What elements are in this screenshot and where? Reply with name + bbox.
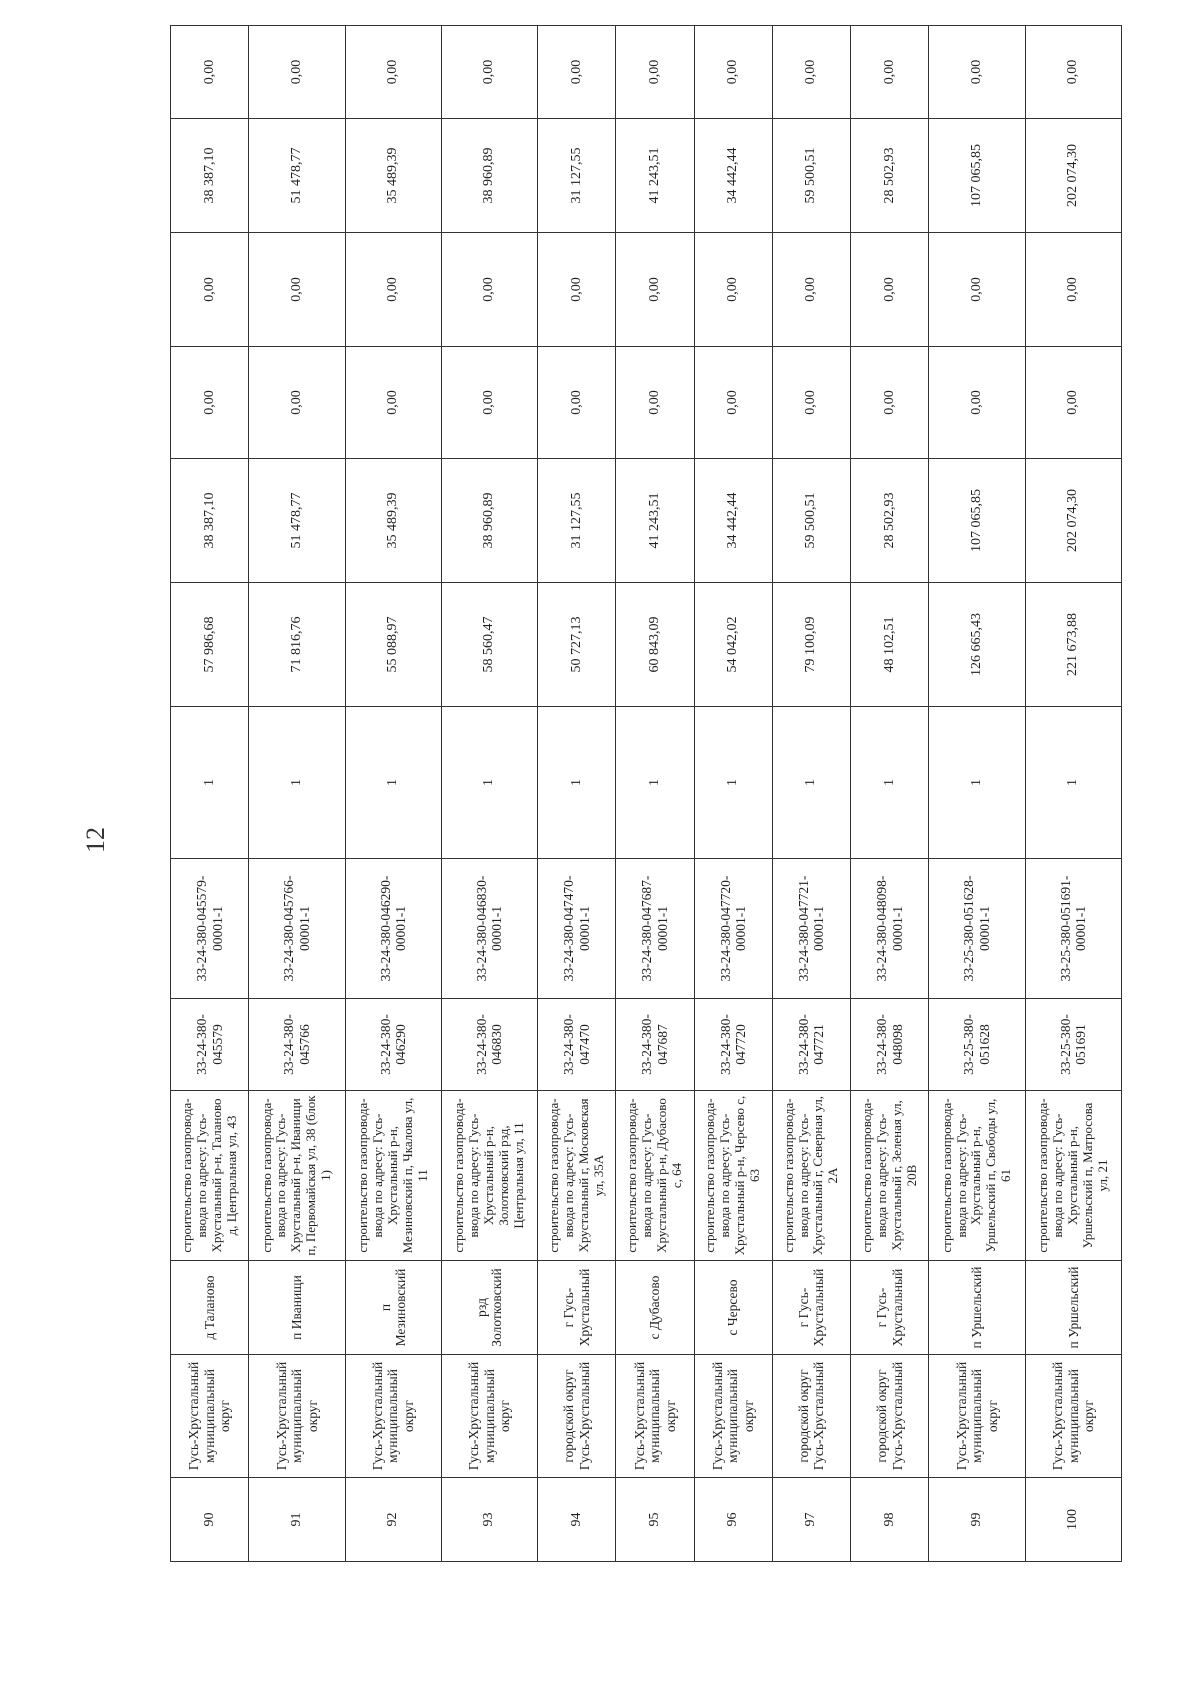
amount-cell: 0,00 xyxy=(772,26,850,119)
amount-cell: 0,00 xyxy=(616,26,694,119)
district-cell: Гусь-Хрустальный муниципальный округ xyxy=(616,1355,694,1478)
quantity-cell: 1 xyxy=(441,707,537,859)
total-cost-cell: 79 100,09 xyxy=(772,583,850,707)
amount-cell: 31 127,55 xyxy=(538,119,616,233)
quantity-cell: 1 xyxy=(171,707,249,859)
cadastral-code-cell: 33-24-380-046290 xyxy=(345,999,441,1091)
amount-cell: 38 960,89 xyxy=(441,119,537,233)
row-number: 98 xyxy=(851,1478,929,1562)
gas-pipeline-table xyxy=(170,25,1122,1562)
amount-cell: 0,00 xyxy=(929,233,1025,347)
locality-cell: рзд Золотковский xyxy=(441,1261,537,1355)
row-number: 91 xyxy=(249,1478,345,1562)
amount-cell: 107 065,85 xyxy=(929,459,1025,583)
quantity-cell: 1 xyxy=(1025,707,1121,859)
amount-cell: 0,00 xyxy=(616,233,694,347)
total-cost-cell: 50 727,13 xyxy=(538,583,616,707)
amount-cell: 0,00 xyxy=(1025,233,1121,347)
total-cost-cell: 60 843,09 xyxy=(616,583,694,707)
amount-cell: 28 502,93 xyxy=(851,119,929,233)
row-number: 94 xyxy=(538,1478,616,1562)
amount-cell: 0,00 xyxy=(851,233,929,347)
object-code-cell: 33-24-380-045579-00001-1 xyxy=(171,859,249,999)
amount-cell: 38 387,10 xyxy=(171,119,249,233)
cadastral-code-cell: 33-24-380-047720 xyxy=(694,999,772,1091)
table-row xyxy=(694,26,772,1562)
district-cell: городской округ Гусь-Хрустальный xyxy=(772,1355,850,1478)
table-row xyxy=(851,26,929,1562)
cadastral-code-cell: 33-25-380-051691 xyxy=(1025,999,1121,1091)
table-row xyxy=(538,26,616,1562)
row-number: 90 xyxy=(171,1478,249,1562)
amount-cell: 0,00 xyxy=(171,233,249,347)
amount-cell: 0,00 xyxy=(441,233,537,347)
description-cell: строительство газопровода-ввода по адресу: Гусь-Хрустальный р-н, Таланово д, Центральная ул, 43 xyxy=(171,1091,249,1261)
district-cell: Гусь-Хрустальный муниципальный округ xyxy=(694,1355,772,1478)
table-body xyxy=(171,26,1122,1562)
amount-cell: 0,00 xyxy=(538,233,616,347)
table-row xyxy=(345,26,441,1562)
total-cost-cell: 55 088,97 xyxy=(345,583,441,707)
amount-cell: 0,00 xyxy=(694,26,772,119)
amount-cell: 0,00 xyxy=(929,347,1025,459)
table-row xyxy=(249,26,345,1562)
table-row xyxy=(616,26,694,1562)
description-cell: строительство газопровода-ввода по адресу: Гусь-Хрустальный р-н, Мезиновский п, Чкалова ул, 11 xyxy=(345,1091,441,1261)
amount-cell: 31 127,55 xyxy=(538,459,616,583)
description-cell: строительство газопровода-ввода по адресу: Гусь-Хрустальный г, Московская ул, 35А xyxy=(538,1091,616,1261)
row-number: 97 xyxy=(772,1478,850,1562)
amount-cell: 34 442,44 xyxy=(694,119,772,233)
district-cell: городской округ Гусь-Хрустальный xyxy=(538,1355,616,1478)
quantity-cell: 1 xyxy=(538,707,616,859)
cadastral-code-cell: 33-24-380-046830 xyxy=(441,999,537,1091)
total-cost-cell: 58 560,47 xyxy=(441,583,537,707)
locality-cell: г Гусь-Хрустальный xyxy=(772,1261,850,1355)
object-code-cell: 33-24-380-045766-00001-1 xyxy=(249,859,345,999)
district-cell: Гусь-Хрустальный муниципальный округ xyxy=(441,1355,537,1478)
object-code-cell: 33-24-380-047721-00001-1 xyxy=(772,859,850,999)
amount-cell: 0,00 xyxy=(694,347,772,459)
amount-cell: 0,00 xyxy=(249,26,345,119)
amount-cell: 35 489,39 xyxy=(345,119,441,233)
amount-cell: 0,00 xyxy=(345,233,441,347)
amount-cell: 0,00 xyxy=(929,26,1025,119)
description-cell: строительство газопровода-ввода по адресу: Гусь-Хрустальный р-н, Уршельский п, Матросова ул, 21 xyxy=(1025,1091,1121,1261)
locality-cell: г Гусь-Хрустальный xyxy=(538,1261,616,1355)
locality-cell: п Иванищи xyxy=(249,1261,345,1355)
amount-cell: 0,00 xyxy=(851,26,929,119)
district-cell: Гусь-Хрустальный муниципальный округ xyxy=(1025,1355,1121,1478)
amount-cell: 0,00 xyxy=(772,233,850,347)
total-cost-cell: 57 986,68 xyxy=(171,583,249,707)
table-row xyxy=(929,26,1025,1562)
amount-cell: 0,00 xyxy=(538,347,616,459)
amount-cell: 28 502,93 xyxy=(851,459,929,583)
amount-cell: 0,00 xyxy=(1025,26,1121,119)
amount-cell: 202 074,30 xyxy=(1025,119,1121,233)
object-code-cell: 33-24-380-048098-00001-1 xyxy=(851,859,929,999)
total-cost-cell: 126 665,43 xyxy=(929,583,1025,707)
description-cell: строительство газопровода-ввода по адресу: Гусь-Хрустальный р-н, Черсево с, 63 xyxy=(694,1091,772,1261)
object-code-cell: 33-24-380-046290-00001-1 xyxy=(345,859,441,999)
cadastral-code-cell: 33-24-380-047687 xyxy=(616,999,694,1091)
amount-cell: 51 478,77 xyxy=(249,459,345,583)
amount-cell: 0,00 xyxy=(851,347,929,459)
quantity-cell: 1 xyxy=(249,707,345,859)
table-row xyxy=(1025,26,1121,1562)
locality-cell: д Таланово xyxy=(171,1261,249,1355)
row-number: 96 xyxy=(694,1478,772,1562)
quantity-cell: 1 xyxy=(851,707,929,859)
amount-cell: 202 074,30 xyxy=(1025,459,1121,583)
district-cell: Гусь-Хрустальный муниципальный округ xyxy=(249,1355,345,1478)
description-cell: строительство газопровода-ввода по адресу: Гусь-Хрустальный р-н, Золотковский рзд, Центральная ул, 11 xyxy=(441,1091,537,1261)
description-cell: строительство газопровода-ввода по адресу: Гусь-Хрустальный г, Зеленая ул, 20В xyxy=(851,1091,929,1261)
amount-cell: 51 478,77 xyxy=(249,119,345,233)
cadastral-code-cell: 33-24-380-045766 xyxy=(249,999,345,1091)
rotated-table-container xyxy=(170,59,1122,1562)
amount-cell: 107 065,85 xyxy=(929,119,1025,233)
object-code-cell: 33-24-380-046830-00001-1 xyxy=(441,859,537,999)
row-number: 93 xyxy=(441,1478,537,1562)
amount-cell: 41 243,51 xyxy=(616,459,694,583)
description-cell: строительство газопровода-ввода по адресу: Гусь-Хрустальный р-н, Дубасово с, 64 xyxy=(616,1091,694,1261)
amount-cell: 0,00 xyxy=(249,347,345,459)
district-cell: Гусь-Хрустальный муниципальный округ xyxy=(345,1355,441,1478)
amount-cell: 41 243,51 xyxy=(616,119,694,233)
object-code-cell: 33-24-380-047720-00001-1 xyxy=(694,859,772,999)
object-code-cell: 33-24-380-047687-00001-1 xyxy=(616,859,694,999)
amount-cell: 0,00 xyxy=(441,26,537,119)
quantity-cell: 1 xyxy=(694,707,772,859)
amount-cell: 59 500,51 xyxy=(772,459,850,583)
table-row xyxy=(772,26,850,1562)
locality-cell: п Уршельский xyxy=(929,1261,1025,1355)
description-cell: строительство газопровода-ввода по адресу: Гусь-Хрустальный г, Северная ул, 2А xyxy=(772,1091,850,1261)
amount-cell: 0,00 xyxy=(249,233,345,347)
description-cell: строительство газопровода-ввода по адресу: Гусь-Хрустальный р-н, Иванищи п, Первомайская ул, 38 (блок 1) xyxy=(249,1091,345,1261)
cadastral-code-cell: 33-24-380-045579 xyxy=(171,999,249,1091)
amount-cell: 0,00 xyxy=(171,347,249,459)
quantity-cell: 1 xyxy=(345,707,441,859)
district-cell: городской округ Гусь-Хрустальный xyxy=(851,1355,929,1478)
cadastral-code-cell: 33-24-380-047721 xyxy=(772,999,850,1091)
object-code-cell: 33-24-380-047470-00001-1 xyxy=(538,859,616,999)
row-number: 99 xyxy=(929,1478,1025,1562)
quantity-cell: 1 xyxy=(616,707,694,859)
amount-cell: 0,00 xyxy=(441,347,537,459)
cadastral-code-cell: 33-24-380-048098 xyxy=(851,999,929,1091)
amount-cell: 0,00 xyxy=(345,347,441,459)
row-number: 100 xyxy=(1025,1478,1121,1562)
amount-cell: 0,00 xyxy=(538,26,616,119)
total-cost-cell: 221 673,88 xyxy=(1025,583,1121,707)
total-cost-cell: 54 042,02 xyxy=(694,583,772,707)
locality-cell: с Дубасово xyxy=(616,1261,694,1355)
amount-cell: 0,00 xyxy=(772,347,850,459)
cadastral-code-cell: 33-25-380-051628 xyxy=(929,999,1025,1091)
description-cell: строительство газопровода-ввода по адресу: Гусь-Хрустальный р-н, Уршельский п, Свободы ул, 61 xyxy=(929,1091,1025,1261)
amount-cell: 0,00 xyxy=(171,26,249,119)
amount-cell: 0,00 xyxy=(345,26,441,119)
page-number: 12 xyxy=(81,827,110,853)
quantity-cell: 1 xyxy=(772,707,850,859)
amount-cell: 0,00 xyxy=(1025,347,1121,459)
district-cell: Гусь-Хрустальный муниципальный округ xyxy=(929,1355,1025,1478)
total-cost-cell: 48 102,51 xyxy=(851,583,929,707)
district-cell: Гусь-Хрустальный муниципальный округ xyxy=(171,1355,249,1478)
amount-cell: 34 442,44 xyxy=(694,459,772,583)
cadastral-code-cell: 33-24-380-047470 xyxy=(538,999,616,1091)
amount-cell: 38 960,89 xyxy=(441,459,537,583)
row-number: 95 xyxy=(616,1478,694,1562)
amount-cell: 59 500,51 xyxy=(772,119,850,233)
locality-cell: г Гусь-Хрустальный xyxy=(851,1261,929,1355)
table-row xyxy=(441,26,537,1562)
locality-cell: с Черсево xyxy=(694,1261,772,1355)
row-number: 92 xyxy=(345,1478,441,1562)
locality-cell: п Уршельский xyxy=(1025,1261,1121,1355)
amount-cell: 38 387,10 xyxy=(171,459,249,583)
quantity-cell: 1 xyxy=(929,707,1025,859)
table-row xyxy=(171,26,249,1562)
object-code-cell: 33-25-380-051691-00001-1 xyxy=(1025,859,1121,999)
object-code-cell: 33-25-380-051628-00001-1 xyxy=(929,859,1025,999)
amount-cell: 35 489,39 xyxy=(345,459,441,583)
locality-cell: п Мезиновский xyxy=(345,1261,441,1355)
amount-cell: 0,00 xyxy=(616,347,694,459)
total-cost-cell: 71 816,76 xyxy=(249,583,345,707)
amount-cell: 0,00 xyxy=(694,233,772,347)
